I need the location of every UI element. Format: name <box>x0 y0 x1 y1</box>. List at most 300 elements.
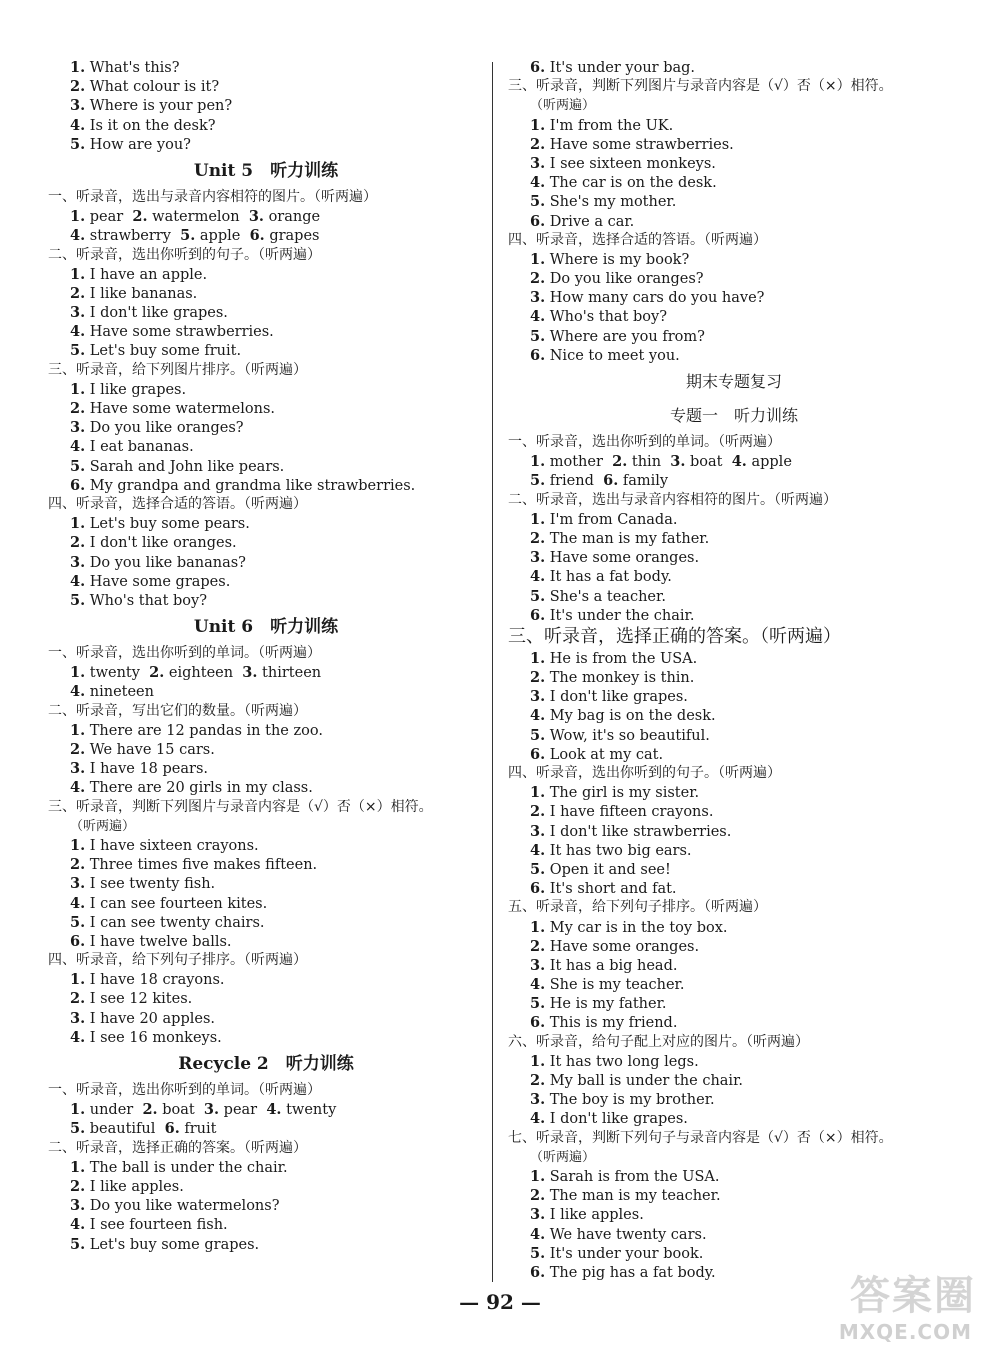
item-number: 1. <box>530 510 546 528</box>
answer-word: strawberry <box>89 228 171 245</box>
item-number: 4. <box>70 438 86 456</box>
item-text: I don't like grapes. <box>85 305 228 322</box>
item-number: 5. <box>530 472 546 490</box>
transcript-item <box>508 58 960 77</box>
item-text: My grandpa and grandma like strawberries. <box>85 477 416 494</box>
transcript-item <box>508 606 960 625</box>
transcript-item <box>508 822 960 841</box>
exercise-instruction: 二、听录音，选择正确的答案。（听两遍） <box>48 1139 307 1156</box>
item-number: 5. <box>530 587 546 605</box>
watermark-url: MXQE.COM <box>838 1320 972 1344</box>
item-number: 3. <box>670 453 686 471</box>
item-number: 5. <box>530 860 546 878</box>
transcript-item <box>48 721 484 740</box>
transcript-item <box>48 58 484 77</box>
item-text: Who's that boy? <box>545 309 667 326</box>
answer-word: thirteen <box>262 665 322 682</box>
item-text: My ball is under the chair. <box>545 1073 744 1089</box>
item-number: 1. <box>70 836 86 854</box>
item-text: It's under your bag. <box>545 60 696 76</box>
item-number: 4. <box>266 1101 282 1119</box>
item-number: 2. <box>70 78 86 96</box>
word-answer-row <box>508 452 960 471</box>
item-number: 1. <box>530 453 546 471</box>
transcript-item <box>48 1028 484 1047</box>
item-number: 1. <box>530 116 546 134</box>
transcript-item <box>48 96 484 115</box>
item-text: It's under the chair. <box>545 607 695 624</box>
transcript-item <box>508 994 960 1013</box>
item-text: It has two long legs. <box>545 1053 699 1070</box>
item-number: 2. <box>530 1187 546 1205</box>
item-number: 2. <box>530 135 546 153</box>
transcript-item <box>508 192 960 211</box>
item-text: Wow, it's so beautiful. <box>545 727 710 744</box>
transcript-item <box>48 77 484 96</box>
exercise-instruction: 四、听录音，选择合适的答语。（听两遍） <box>508 231 767 248</box>
transcript-item <box>48 399 484 418</box>
item-number: 4. <box>530 568 546 586</box>
item-number: 3. <box>70 304 86 322</box>
item-number: 1. <box>70 664 86 682</box>
item-number: 3. <box>530 289 546 307</box>
exercise-instruction: 五、听录音，给下列句子排序。（听两遍） <box>508 899 767 916</box>
item-number: 5. <box>70 135 86 153</box>
transcript-item <box>48 759 484 778</box>
item-number: 2. <box>149 664 165 682</box>
item-text: How are you? <box>85 136 191 153</box>
transcript-item <box>48 591 484 610</box>
answer-word: fruit <box>184 1121 217 1138</box>
item-text: The man is my teacher. <box>545 1188 721 1205</box>
transcript-item <box>508 288 960 307</box>
answer-word: apple <box>751 454 792 471</box>
item-text: The pig has a fat body. <box>545 1264 716 1281</box>
transcript-item <box>48 855 484 874</box>
item-number: 4. <box>70 1216 86 1234</box>
item-number: 3. <box>70 97 86 115</box>
transcript-item <box>508 687 960 706</box>
item-number: 6. <box>530 1263 546 1281</box>
transcript-item <box>508 918 960 937</box>
answer-word: thin <box>631 454 662 471</box>
transcript-item <box>508 937 960 956</box>
item-number: 5. <box>180 227 196 245</box>
answer-word: twenty <box>89 665 140 682</box>
transcript-item <box>48 913 484 932</box>
item-number: 6. <box>164 1120 180 1138</box>
transcript-item <box>508 956 960 975</box>
item-number: 5. <box>70 591 86 609</box>
transcript-item <box>508 327 960 346</box>
item-text: I have fifteen crayons. <box>545 804 714 821</box>
transcript-item <box>48 836 484 855</box>
item-text: I have 20 apples. <box>85 1010 215 1027</box>
item-number: 5. <box>530 327 546 345</box>
item-number: 3. <box>530 1206 546 1224</box>
transcript-item <box>508 1244 960 1263</box>
transcript-item <box>508 802 960 821</box>
item-number: 3. <box>248 208 264 226</box>
instruction-continuation: （听两遍） <box>530 1149 596 1165</box>
transcript-item <box>48 894 484 913</box>
exercise-instruction: 六、听录音，给句子配上对应的图片。（听两遍） <box>508 1033 809 1050</box>
exercise-instruction: 一、听录音，选出你听到的单词。（听两遍） <box>48 645 321 662</box>
item-number: 6. <box>530 59 546 76</box>
word-answer-row <box>48 663 484 682</box>
exercise-instruction: 一、听录音，选出你听到的单词。（听两遍） <box>48 1082 321 1098</box>
item-text: I can see fourteen kites. <box>85 895 268 912</box>
right-column <box>508 58 960 1282</box>
item-text: I have sixteen crayons. <box>85 837 259 854</box>
item-number: 6. <box>530 745 546 763</box>
transcript-item <box>508 173 960 192</box>
item-text: Where are you from? <box>545 328 705 345</box>
item-number: 4. <box>70 779 86 797</box>
transcript-item <box>508 567 960 586</box>
item-number: 3. <box>530 154 546 172</box>
answer-word: under <box>89 1102 134 1119</box>
item-number: 6. <box>530 212 546 230</box>
transcript-item <box>48 437 484 456</box>
item-text: We have 15 cars. <box>85 742 215 758</box>
item-number: 2. <box>70 856 86 874</box>
answer-word: friend <box>549 473 594 490</box>
item-text: It's short and fat. <box>545 881 677 898</box>
exercise-instruction: 一、听录音，选出你听到的单词。（听两遍） <box>508 434 781 450</box>
item-text: Let's buy some grapes. <box>85 1236 260 1253</box>
item-number: 2. <box>70 990 86 1008</box>
exercise-instruction: 七、听录音，判断下列句子与录音内容是（√）否（×）相符。 <box>508 1129 893 1146</box>
transcript-item <box>48 476 484 495</box>
transcript-item <box>48 1196 484 1215</box>
item-text: I don't like oranges. <box>85 535 237 552</box>
item-number: 3. <box>70 760 86 778</box>
item-number: 3. <box>530 549 546 567</box>
item-text: There are 20 girls in my class. <box>85 780 313 797</box>
item-number: 3. <box>70 1009 86 1027</box>
transcript-item <box>508 668 960 687</box>
item-number: 6. <box>603 472 619 490</box>
item-number: 1. <box>70 721 86 739</box>
item-number: 1. <box>530 1052 546 1070</box>
answer-word: pear <box>223 1102 258 1119</box>
item-number: 1. <box>530 250 546 268</box>
item-number: 6. <box>70 476 86 494</box>
item-number: 1. <box>530 649 546 667</box>
item-number: 6. <box>70 932 86 950</box>
item-number: 1. <box>70 59 86 76</box>
item-text: The girl is my sister. <box>545 785 700 802</box>
transcript-item <box>48 682 484 701</box>
item-number: 4. <box>530 174 546 192</box>
item-number: 4. <box>731 453 747 471</box>
item-text: I see 16 monkeys. <box>85 1029 222 1046</box>
transcript-item <box>48 418 484 437</box>
item-text: Have some strawberries. <box>545 136 734 153</box>
item-text: The monkey is thin. <box>545 670 695 687</box>
item-number: 2. <box>142 1101 158 1119</box>
transcript-item <box>48 303 484 322</box>
transcript-item <box>508 1090 960 1109</box>
section-heading: 期末专题复习 <box>685 372 782 391</box>
item-text: Do you like oranges? <box>85 420 244 437</box>
transcript-item <box>508 1186 960 1205</box>
instruction-continuation: （听两遍） <box>530 98 596 114</box>
transcript-item <box>508 529 960 548</box>
transcript-item <box>508 250 960 269</box>
transcript-item <box>508 212 960 231</box>
item-number: 3. <box>70 553 86 571</box>
transcript-item <box>508 745 960 764</box>
answer-word: watermelon <box>152 209 240 226</box>
section-heading: Unit 6 听力训练 <box>193 617 339 638</box>
transcript-item <box>48 989 484 1008</box>
word-answer-row <box>48 1119 484 1138</box>
item-number: 5. <box>530 995 546 1013</box>
exercise-instruction: 二、听录音，选出与录音内容相符的图片。（听两遍） <box>508 491 837 508</box>
exercise-instruction: 三、听录音，判断下列图片与录音内容是（√）否（×）相符。 <box>508 78 893 95</box>
item-number: 4. <box>70 572 86 590</box>
item-text: It has a big head. <box>545 957 678 974</box>
item-text: I have 18 crayons. <box>85 972 225 989</box>
item-text: She's a teacher. <box>545 588 666 605</box>
item-number: 5. <box>70 913 86 931</box>
item-text: My bag is on the desk. <box>545 708 716 725</box>
instruction-continuation: （听两遍） <box>70 818 136 834</box>
item-number: 4. <box>70 683 86 701</box>
item-text: I can see twenty chairs. <box>85 914 265 931</box>
item-text: I see sixteen monkeys. <box>545 155 716 172</box>
transcript-item <box>508 154 960 173</box>
transcript-item <box>48 740 484 759</box>
transcript-item <box>48 116 484 135</box>
transcript-item <box>48 1235 484 1254</box>
transcript-item <box>48 553 484 572</box>
item-number: 5. <box>70 1120 86 1138</box>
item-text: She is my teacher. <box>545 977 685 994</box>
item-number: 6. <box>530 606 546 624</box>
item-text: Who's that boy? <box>85 592 207 609</box>
item-text: She's my mother. <box>545 194 677 211</box>
item-number: 6. <box>530 1014 546 1032</box>
column-divider <box>492 62 493 1282</box>
transcript-item <box>508 1109 960 1128</box>
item-text: I'm from Canada. <box>545 511 678 528</box>
answer-word: twenty <box>286 1102 337 1119</box>
transcript-item <box>508 706 960 725</box>
item-text: I have an apple. <box>85 266 208 283</box>
item-number: 4. <box>70 1028 86 1046</box>
item-number: 1. <box>530 784 546 802</box>
transcript-item <box>48 970 484 989</box>
item-text: I don't like grapes. <box>545 1111 688 1128</box>
item-number: 5. <box>70 457 86 475</box>
transcript-item <box>48 380 484 399</box>
answer-word: family <box>622 473 669 490</box>
item-text: Where is my book? <box>545 251 690 268</box>
exercise-instruction: 二、听录音，选出你听到的句子。（听两遍） <box>48 246 321 263</box>
item-number: 6. <box>249 227 265 245</box>
item-number: 3. <box>70 1197 86 1215</box>
item-number: 3. <box>530 1091 546 1109</box>
transcript-item <box>508 1071 960 1090</box>
watermark-logo <box>796 1264 976 1344</box>
item-number: 3. <box>70 875 86 893</box>
transcript-item <box>48 1177 484 1196</box>
item-number: 4. <box>530 707 546 725</box>
item-text: Have some watermelons. <box>85 401 276 417</box>
item-number: 4. <box>70 894 86 912</box>
item-text: He is my father. <box>545 996 667 1013</box>
transcript-item <box>508 346 960 365</box>
item-text: He is from the USA. <box>545 650 698 667</box>
item-text: What colour is it? <box>85 79 220 96</box>
item-number: 3. <box>242 664 258 682</box>
item-text: This is my friend. <box>545 1015 678 1032</box>
exercise-instruction: 三、听录音，给下列图片排序。（听两遍） <box>48 361 307 378</box>
item-text: It's under your book. <box>545 1245 704 1262</box>
answer-word: eighteen <box>168 665 234 682</box>
item-number: 5. <box>530 1244 546 1262</box>
exercise-instruction: 四、听录音，给下列句子排序。（听两遍） <box>48 952 307 969</box>
item-number: 6. <box>530 346 546 364</box>
item-text: Have some grapes. <box>85 573 231 590</box>
word-answer-row <box>48 207 484 226</box>
item-number: 4. <box>530 308 546 326</box>
item-text: Let's buy some fruit. <box>85 343 242 360</box>
item-number: 1. <box>70 380 86 398</box>
item-text: It has two big ears. <box>545 842 692 859</box>
section-heading: 专题一 听力训练 <box>669 406 798 425</box>
item-text: Drive a car. <box>545 213 635 230</box>
transcript-item <box>48 874 484 893</box>
exercise-instruction: 四、听录音，选择合适的答语。（听两遍） <box>48 495 307 512</box>
transcript-item <box>48 322 484 341</box>
transcript-item <box>508 1225 960 1244</box>
item-text: Have some oranges. <box>545 550 700 567</box>
transcript-item <box>48 1215 484 1234</box>
item-number: 6. <box>530 880 546 898</box>
item-text: Sarah is from the USA. <box>545 1168 720 1185</box>
transcript-item <box>508 1167 960 1186</box>
transcript-item <box>48 932 484 951</box>
item-number: 2. <box>530 803 546 821</box>
transcript-item <box>508 1052 960 1071</box>
item-number: 5. <box>70 342 86 360</box>
transcript-item <box>508 726 960 745</box>
item-number: 1. <box>70 971 86 989</box>
transcript-item <box>508 307 960 326</box>
exercise-instruction: 一、听录音，选出与录音内容相符的图片。（听两遍） <box>48 188 377 205</box>
item-text: I like apples. <box>545 1207 644 1224</box>
item-text: I don't like strawberries. <box>545 823 732 840</box>
transcript-item <box>508 135 960 154</box>
answer-word: boat <box>162 1102 195 1119</box>
item-number: 2. <box>132 208 148 226</box>
item-text: Nice to meet you. <box>545 347 680 364</box>
word-answer-row <box>48 1100 484 1119</box>
item-text: Look at my cat. <box>545 746 664 763</box>
item-number: 4. <box>530 841 546 859</box>
item-number: 5. <box>530 193 546 211</box>
transcript-item <box>508 548 960 567</box>
item-text: nineteen <box>85 684 154 701</box>
transcript-item <box>508 783 960 802</box>
transcript-item <box>48 533 484 552</box>
item-text: Let's buy some pears. <box>85 516 250 533</box>
item-text: Is it on the desk? <box>85 117 216 134</box>
item-text: Three times five makes fifteen. <box>85 857 318 874</box>
transcript-item <box>508 841 960 860</box>
item-text: I like apples. <box>85 1178 184 1195</box>
item-number: 2. <box>530 1072 546 1089</box>
page-number: — 92 — <box>459 1290 541 1314</box>
answer-word: orange <box>268 209 321 226</box>
item-number: 1. <box>70 515 86 533</box>
answer-word: mother <box>549 454 603 471</box>
item-number: 2. <box>530 669 546 687</box>
item-number: 5. <box>530 726 546 744</box>
exercise-instruction: 二、听录音，写出它们的数量。（听两遍） <box>48 702 307 719</box>
watermark-logo-text: 答案圈 <box>850 1273 976 1319</box>
item-text: There are 12 pandas in the zoo. <box>85 722 323 739</box>
item-number: 4. <box>70 116 86 134</box>
left-column <box>48 58 484 1254</box>
item-number: 1. <box>530 1167 546 1185</box>
item-text: I see 12 kites. <box>85 991 193 1008</box>
transcript-item <box>48 1009 484 1028</box>
item-text: Do you like oranges? <box>545 271 704 288</box>
word-answer-row <box>508 471 960 490</box>
transcript-item <box>508 1013 960 1032</box>
item-number: 4. <box>530 1110 546 1128</box>
item-number: 4. <box>530 1225 546 1243</box>
exercise-instruction: 三、听录音，判断下列图片与录音内容是（√）否（×）相符。 <box>48 798 433 815</box>
transcript-item <box>48 265 484 284</box>
item-text: I eat bananas. <box>85 439 194 456</box>
item-text: Have some strawberries. <box>85 324 274 341</box>
item-number: 3. <box>530 956 546 974</box>
item-number: 3. <box>70 419 86 437</box>
item-text: How many cars do you have? <box>545 290 765 307</box>
exercise-instruction: 四、听录音，选出你听到的句子。（听两遍） <box>508 765 781 781</box>
transcript-item <box>508 649 960 668</box>
item-text: I like grapes. <box>85 381 187 398</box>
item-text: We have twenty cars. <box>545 1226 707 1243</box>
transcript-item <box>48 135 484 154</box>
item-number: 2. <box>70 1177 86 1195</box>
section-heading: Unit 5 听力训练 <box>193 160 339 181</box>
transcript-item <box>508 510 960 529</box>
answer-word: grapes <box>269 228 320 245</box>
item-number: 2. <box>70 741 86 758</box>
answer-word: beautiful <box>89 1121 156 1138</box>
item-number: 5. <box>70 1235 86 1253</box>
item-number: 2. <box>530 937 546 955</box>
transcript-item <box>508 269 960 288</box>
item-text: I like bananas. <box>85 285 198 302</box>
item-number: 2. <box>70 284 86 302</box>
item-text: I don't like grapes. <box>545 689 688 706</box>
transcript-item <box>48 457 484 476</box>
transcript-item <box>48 778 484 797</box>
item-text: The boy is my brother. <box>545 1092 715 1109</box>
item-text: The car is on the desk. <box>545 175 717 192</box>
transcript-item <box>508 116 960 135</box>
section-heading: Recycle 2 听力训练 <box>178 1054 354 1074</box>
item-number: 3. <box>530 688 546 706</box>
